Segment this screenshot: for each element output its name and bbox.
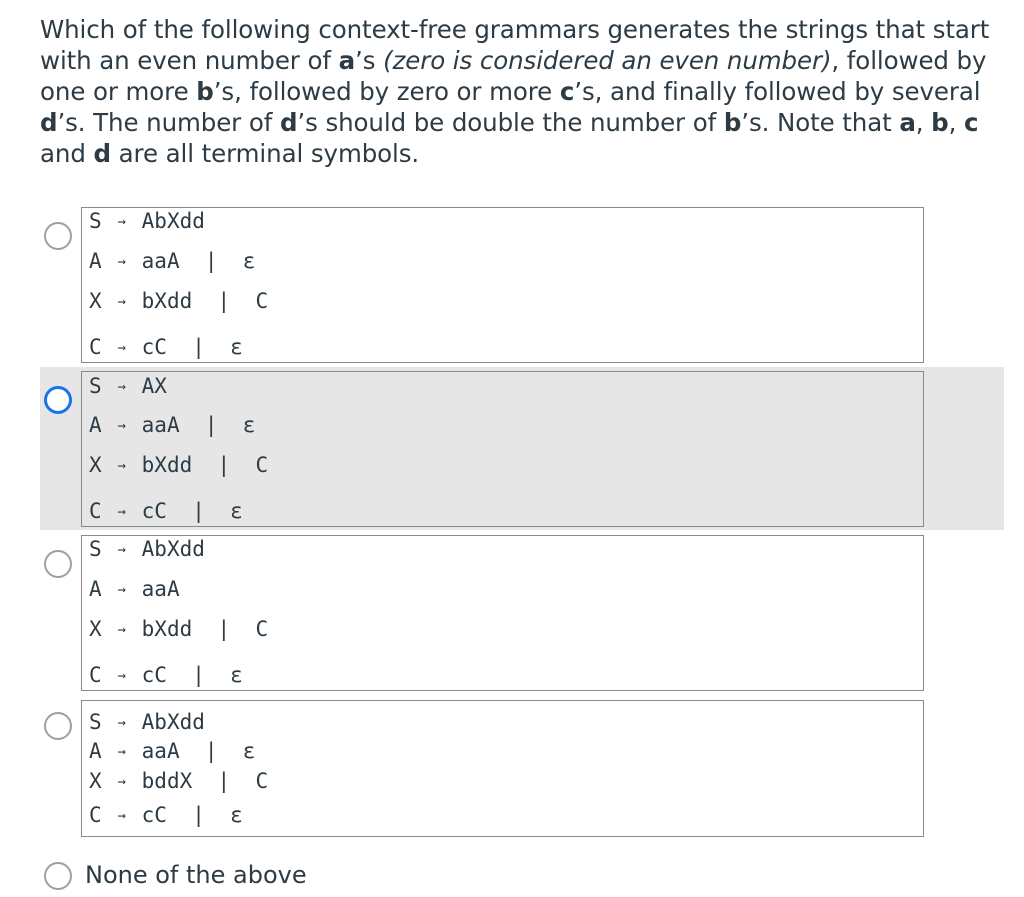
- grammar-rule: [89, 537, 205, 562]
- answer-option-4[interactable]: [40, 699, 1004, 839]
- rule-lhs: C: [89, 663, 102, 687]
- rule-lhs: S: [89, 710, 102, 734]
- rule-lhs: X: [89, 769, 102, 793]
- question-term: b: [723, 108, 742, 137]
- rule-rhs: bXdd | C: [141, 617, 269, 641]
- rule-lhs: X: [89, 453, 102, 477]
- question-term: a: [899, 108, 916, 137]
- radio-button-option-none[interactable]: [44, 862, 72, 890]
- grammar-box: [81, 700, 924, 837]
- radio-button-option-1[interactable]: [44, 222, 72, 250]
- grammar-rule: [89, 209, 205, 234]
- rule-lhs: C: [89, 335, 102, 359]
- arrow-icon: →: [117, 214, 126, 230]
- grammar-rule: [89, 289, 268, 314]
- arrow-icon: →: [117, 294, 126, 310]
- grammar-rule: [89, 769, 268, 794]
- arrow-icon: →: [117, 622, 126, 638]
- rule-lhs: C: [89, 499, 102, 523]
- rule-rhs: aaA | ε: [141, 739, 256, 763]
- arrow-icon: →: [117, 458, 126, 474]
- rule-rhs: cC | ε: [141, 803, 243, 827]
- rule-lhs: X: [89, 289, 102, 313]
- question-part: ’s should be double the number of: [297, 108, 724, 137]
- rule-rhs: cC | ε: [141, 335, 243, 359]
- answer-option-2[interactable]: [40, 367, 1004, 530]
- rule-lhs: A: [89, 249, 102, 273]
- question-text: [40, 14, 1000, 169]
- grammar-box: [81, 535, 924, 691]
- grammar-rule: [89, 710, 205, 735]
- arrow-icon: →: [117, 808, 126, 824]
- arrow-icon: →: [117, 504, 126, 520]
- arrow-icon: →: [117, 418, 126, 434]
- question-term: d: [279, 108, 298, 137]
- grammar-box: [81, 207, 924, 363]
- question-term: c: [559, 77, 575, 106]
- grammar-rule: [89, 335, 243, 360]
- arrow-icon: →: [117, 340, 126, 356]
- question-part: ,: [915, 108, 932, 137]
- question-term: c: [964, 108, 979, 137]
- question-term: a: [338, 46, 356, 75]
- grammar-rule: [89, 663, 243, 688]
- question-part: are all terminal symbols.: [110, 139, 420, 168]
- rule-lhs: S: [89, 209, 102, 233]
- rule-rhs: aaA | ε: [141, 413, 256, 437]
- answer-option-1[interactable]: [40, 206, 1004, 364]
- rule-rhs: bXdd | C: [141, 453, 269, 477]
- rule-rhs: bddX | C: [141, 769, 269, 793]
- rule-lhs: A: [89, 739, 102, 763]
- grammar-rule: [89, 249, 255, 274]
- rule-rhs: cC | ε: [141, 499, 243, 523]
- rule-rhs: AX: [141, 374, 167, 398]
- grammar-box: [81, 371, 924, 527]
- rule-rhs: aaA: [141, 577, 180, 601]
- arrow-icon: →: [117, 582, 126, 598]
- radio-button-option-2[interactable]: [44, 386, 72, 414]
- question-part: , followed by one or more: [40, 46, 987, 106]
- arrow-icon: →: [117, 668, 126, 684]
- rule-lhs: A: [89, 413, 102, 437]
- rule-lhs: S: [89, 374, 102, 398]
- grammar-rule: [89, 374, 167, 399]
- grammar-rule: [89, 499, 243, 524]
- question-part: and: [40, 139, 94, 168]
- rule-lhs: A: [89, 577, 102, 601]
- arrow-icon: →: [117, 774, 126, 790]
- rule-lhs: C: [89, 803, 102, 827]
- question-part: ’s, followed by zero or more: [213, 77, 560, 106]
- arrow-icon: →: [117, 379, 126, 395]
- question-part: ’s. The number of: [57, 108, 280, 137]
- question-term: d: [93, 139, 111, 168]
- grammar-rule: [89, 453, 268, 478]
- question-part: ,: [948, 108, 964, 137]
- rule-rhs: AbXdd: [141, 209, 205, 233]
- question-part: ’s, and finally followed by several: [574, 77, 981, 106]
- arrow-icon: →: [117, 715, 126, 731]
- question-term: d: [40, 108, 58, 137]
- arrow-icon: →: [117, 542, 126, 558]
- rule-rhs: cC | ε: [141, 663, 243, 687]
- grammar-rule: [89, 739, 255, 764]
- rule-lhs: X: [89, 617, 102, 641]
- grammar-rule: [89, 413, 255, 438]
- question-term: b: [196, 77, 214, 106]
- rule-lhs: S: [89, 537, 102, 561]
- rule-rhs: AbXdd: [141, 710, 205, 734]
- none-of-the-above-label: None of the above: [85, 861, 307, 889]
- question-part: ’s. Note that: [741, 108, 900, 137]
- radio-button-option-3[interactable]: [44, 550, 72, 578]
- question-part: ’s: [355, 46, 384, 75]
- question-part: Which of the following context-free grammars generates the strings that start with an even number of: [40, 15, 990, 75]
- answer-option-3[interactable]: [40, 534, 1004, 692]
- question-term: b: [931, 108, 949, 137]
- arrow-icon: →: [117, 744, 126, 760]
- radio-button-option-4[interactable]: [44, 712, 72, 740]
- rule-rhs: AbXdd: [141, 537, 205, 561]
- arrow-icon: →: [117, 254, 126, 270]
- rule-rhs: bXdd | C: [141, 289, 269, 313]
- answer-option-none[interactable]: [40, 862, 1004, 892]
- grammar-rule: [89, 617, 268, 642]
- question-note: (zero is considered an even number): [383, 46, 832, 75]
- grammar-rule: [89, 803, 243, 828]
- grammar-rule: [89, 577, 180, 602]
- rule-rhs: aaA | ε: [141, 249, 256, 273]
